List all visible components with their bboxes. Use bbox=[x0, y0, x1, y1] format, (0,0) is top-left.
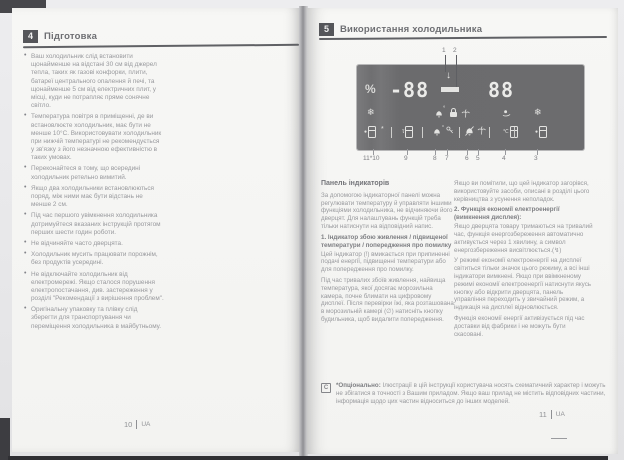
page-number: 11 bbox=[539, 410, 547, 419]
button-divider bbox=[489, 127, 490, 138]
button-divider bbox=[391, 127, 392, 138]
paragraph: Якщо дверцята товару тримаються на тривалий час, функція енергозбереження автоматично активується через 1 хвилину, а символ енергозбереження висвітлюється.(↯) bbox=[454, 223, 593, 254]
callout-number: 3 bbox=[534, 155, 538, 162]
header-rule bbox=[319, 36, 607, 40]
alarm-off-button-icon bbox=[465, 126, 474, 136]
callout-number: 8 bbox=[433, 155, 437, 162]
header-rule bbox=[23, 44, 299, 48]
column-heading: Панель індикаторів bbox=[321, 180, 390, 187]
bullet-item: • Не відчиняйте часто дверцята. bbox=[23, 240, 164, 248]
scan-mark bbox=[551, 438, 567, 439]
alarm-button-icon: ° bbox=[433, 126, 444, 136]
callout-number: 1 bbox=[442, 47, 446, 54]
page-footer bbox=[539, 410, 565, 419]
optional-note bbox=[321, 382, 611, 406]
lock-icon bbox=[450, 110, 457, 119]
language-label: UA bbox=[555, 411, 565, 418]
paragraph: Цей індикатор (!) вмикається при припиненні подачі енергії, підвищенні температури або для попередження про помилку. bbox=[321, 250, 450, 274]
section-number-badge: 5 bbox=[319, 23, 334, 36]
language-label: UA bbox=[141, 421, 151, 428]
subheading: 1. Індикатор збою живлення / підвищеної температури / попередження про помилку bbox=[321, 233, 452, 249]
note-c-icon: C bbox=[321, 383, 331, 393]
degree-mark: ° bbox=[443, 106, 446, 112]
section-title: Використання холодильника bbox=[340, 24, 483, 35]
bullet-item: • Температура повітря в приміщенні, де ви встановлюєте холодильник, має бути не менше 10°C. Використовувати холодильник при нижчій температурі не рекомендується у зв'язку з його незначною ефективністю в таких умовах. bbox=[23, 113, 164, 162]
callout-number: 6 bbox=[465, 155, 469, 162]
footer-divider bbox=[136, 420, 137, 429]
column-right bbox=[454, 180, 595, 341]
paragraph: Під час тривалих збоїв живлення, найвища температура, якої досягає морозильна камера, почне блимати на цифровому дисплеї. Після перевірки їжі, яка розташована в морозильній камері (∅) натисніть кнопку будильника, щоб видалити попередження. bbox=[321, 276, 454, 323]
alarm-bell-icon bbox=[435, 109, 443, 118]
paragraph: Функція економії енергії активізується під час доставки від фабрики і не можуть бути скасовані. bbox=[454, 315, 585, 338]
callout-number: 5 bbox=[476, 155, 480, 162]
button-divider bbox=[459, 127, 460, 138]
bullet-item: • Під час першого увімкнення холодильника дотримуйтеся вказаних інструкцій протягом перших шести годин роботи. bbox=[23, 212, 164, 237]
footer-divider bbox=[551, 410, 552, 419]
bullet-item: • Якщо два холодильники встановлюються поряд, між ними має бути відстань не менше 2 см. bbox=[23, 185, 164, 210]
bullet-item: • Ваш холодильник слід встановити щонайменше на відстані 30 см від джерел тепла, таких як газові конфорки, плити, батареї центрального опалення й печі, та щонайменше 5 см від електричних плит, у місці, куди не потрапляє пряме сонячне світло. bbox=[23, 53, 164, 110]
page-footer bbox=[124, 420, 150, 429]
paragraph: У режимі економії електроенергії на дисплеї світиться тільки значок цього режиму, а всі інші індикатори вимкнені. Якщо при ввімкненому режимі економії електроенергії натиснути якусь кнопку або відкрити дверцята, панель управління переходить у звичайний режим, а індикація на дисплеї відновлюється. bbox=[454, 257, 592, 312]
note-label: *Опціонально: bbox=[336, 382, 381, 389]
cooling-fan-snowflake-icon: ❄ bbox=[534, 107, 542, 117]
quick-freeze-button-icon: τ bbox=[402, 126, 413, 138]
bullet-item: • Переконайтеся в тому, що всередині холодильник ретельно вимитий. bbox=[23, 165, 164, 181]
snowflake-icon: ❄ bbox=[367, 107, 375, 117]
callout-number: 4 bbox=[502, 155, 506, 162]
percent-icon: % bbox=[365, 82, 376, 96]
callout-number: 11*10 bbox=[363, 155, 380, 162]
scan-edge-artifact bbox=[8, 456, 608, 460]
defrost-bar-indicator bbox=[441, 87, 459, 92]
hand-drop-icon bbox=[502, 109, 511, 118]
paragraph: За допомогою індикаторної панелі можна регулювати температуру й управляти іншими функціями холодильника, не відчиняючи його дверцят. Для налаштувань функцій треба тільки натиснути на відповідний напис. bbox=[321, 191, 453, 231]
display-left: -88 bbox=[390, 78, 430, 102]
page-number: 10 bbox=[124, 420, 133, 429]
bullet-item: • Не відключайте холодильник від електромережі. Якщо сталося порушення електропостачання, див. застереження у розділі "Рекомендації з вирішення проблем". bbox=[23, 271, 164, 304]
scan-corner-artifact bbox=[0, 418, 10, 460]
section-number-badge: 4 bbox=[23, 30, 38, 43]
control-panel-diagram bbox=[357, 65, 584, 150]
key-lock-button-icon bbox=[446, 126, 454, 134]
freezer-temp-button-icon: ● bbox=[535, 126, 547, 138]
vacation-button-icon bbox=[477, 126, 486, 135]
button-divider bbox=[514, 127, 515, 138]
column-left bbox=[321, 180, 454, 327]
note-text: *Опціонально: Ілюстрації в цій інструкції користувача носять схематичний характер і можуть не збігатися в точності з Вашим приладом. Якщо ваш прилад не містить відповідних частини, інформація щодо цих частин відноситься до інших моделей. bbox=[336, 382, 606, 406]
callout-number: 7 bbox=[445, 155, 449, 162]
energy-saving-button-icon: ● bbox=[364, 126, 376, 138]
asterisk-indicator-icon: * bbox=[381, 126, 384, 133]
down-arrow-icon: ↓ bbox=[446, 70, 451, 81]
fridge-temp-button-icon: ℃ bbox=[503, 126, 518, 138]
right-page bbox=[307, 8, 618, 454]
left-page bbox=[12, 8, 302, 452]
callout-number: 2 bbox=[453, 47, 457, 54]
subheading: 2. Функція економії електроенергії (вимкнення дисплея): bbox=[454, 206, 560, 222]
callout-line bbox=[456, 55, 457, 88]
paragraph: Якщо ви помітили, що цей індикатор загорівся, використовуйте засоби, описані в розділі цього керівництва з усунення неполадок. bbox=[454, 180, 590, 203]
button-divider bbox=[422, 127, 423, 138]
display-right: 88 bbox=[488, 78, 515, 102]
vacation-palm-icon bbox=[461, 109, 470, 118]
bullet-item: • Оригінальну упаковку та плівку слід зберегти для транспортування чи переміщення холодильника в майбутньому. bbox=[23, 306, 164, 331]
bullet-item: • Холодильник мусить працювати порожнім, без продуктів усередині. bbox=[23, 251, 164, 267]
callout-number: 9 bbox=[404, 155, 408, 162]
section-title: Підготовка bbox=[44, 31, 98, 42]
preparation-bullet-list bbox=[23, 53, 164, 334]
